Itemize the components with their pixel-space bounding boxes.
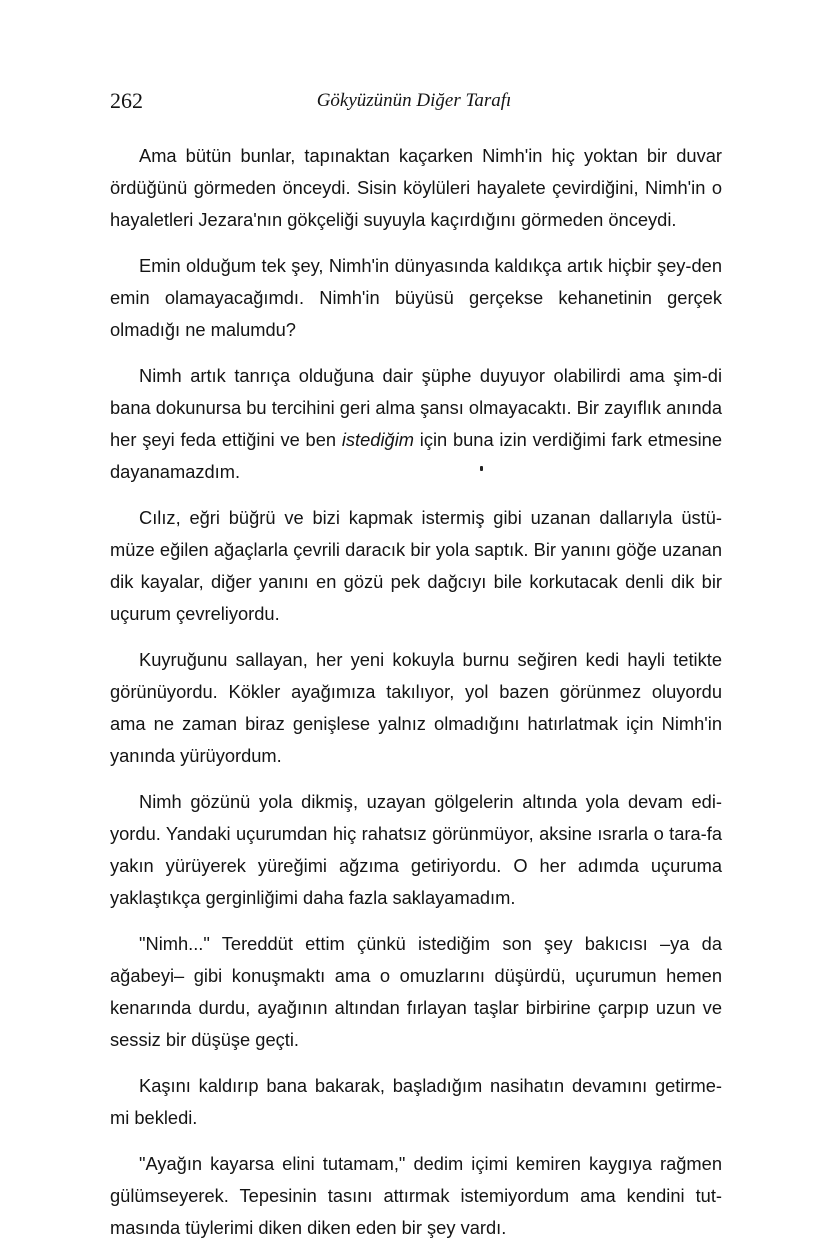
paragraph-text: için buna izin verdiğimi fark etmesine dayanamazdım.	[110, 429, 722, 482]
running-title: Gökyüzünün Diğer Tarafı	[316, 90, 512, 111]
paragraph: "Ayağın kayarsa elini tutamam," dedim içimi kemiren kaygıya rağmen gülümseyerek. Tepesinin tasını attırmak istemiyordum ama kendini tut-masında tüylerimi diken diken eden bir şey vardı.	[110, 1153, 722, 1238]
paragraph: Ama bütün bunlar, tapınaktan kaçarken Nimh'in hiç yoktan bir duvar ördüğünü görmeden önceydi. Sisin köylüleri hayalete çevirdiğini, Nimh'in o hayaletleri Jezara'nın gökçeliği suyuyla kaçırdığını görmeden önceydi.	[110, 145, 722, 230]
paragraph: "Nimh..." Tereddüt ettim çünkü istediğim son şey bakıcısı –ya da ağabeyi– gibi konuşmaktı ama o omuzlarını düşürdü, uçurumun hemen kenarında durdu, ayağının altından fırlayan taşlar birbirine çarpıp uzun ve sessiz bir düşüşe geçti.	[110, 933, 722, 1050]
emphasized-word: istediğim	[341, 429, 414, 450]
paragraph: Kaşını kaldırıp bana bakarak, başladığım nasihatın devamını getirme-mi bekledi.	[110, 1075, 722, 1128]
paragraph: Cılız, eğri büğrü ve bizi kapmak istermiş gibi uzanan dallarıyla üstü-müze eğilen ağaçlarla çevrili daracık bir yola saptık. Bir yanını göğe uzanan dik kayalar, diğer yanını en gözü pek dağcıyı bile korkutacak denli dik bir uçurum çevreliyordu.	[110, 507, 722, 624]
page-header	[110, 88, 718, 120]
body-text	[110, 140, 722, 1258]
paragraph-text: Nimh artık tanrıça olduğuna dair şüphe duyuyor olabilirdi ama şim-di bana dokunursa bu tercihini geri alma şansı olmayacaktı. Bir zayıflık anında her şeyi feda ettiğini ve ben	[110, 365, 722, 450]
paragraph	[110, 360, 722, 488]
paragraph: Emin olduğum tek şey, Nimh'in dünyasında kaldıkça artık hiçbir şey-den emin olamayacağımdı. Nimh'in büyüsü gerçekse kehanetinin gerçek olmadığı ne malumdu?	[110, 255, 722, 340]
ink-speck	[480, 466, 483, 471]
paragraph: Kuyruğunu sallayan, her yeni kokuyla burnu seğiren kedi hayli tetikte görünüyordu. Kökler ayağımıza takılıyor, yol bazen görünmez oluyordu ama ne zaman biraz genişlese yalnız olmadığını hatırlatmak için Nimh'in yanında yürüyordum.	[110, 649, 722, 766]
page-number: 262	[110, 88, 143, 113]
paragraph: Nimh gözünü yola dikmiş, uzayan gölgelerin altında yola devam edi-yordu. Yandaki uçurumdan hiç rahatsız görünmüyor, aksine ısrarla o tara-fa yakın yürüyerek yüreğimi ağzıma getiriyordu. O her adımda uçuruma yaklaştıkça gerginliğimi daha fazla saklayamadım.	[110, 791, 722, 908]
